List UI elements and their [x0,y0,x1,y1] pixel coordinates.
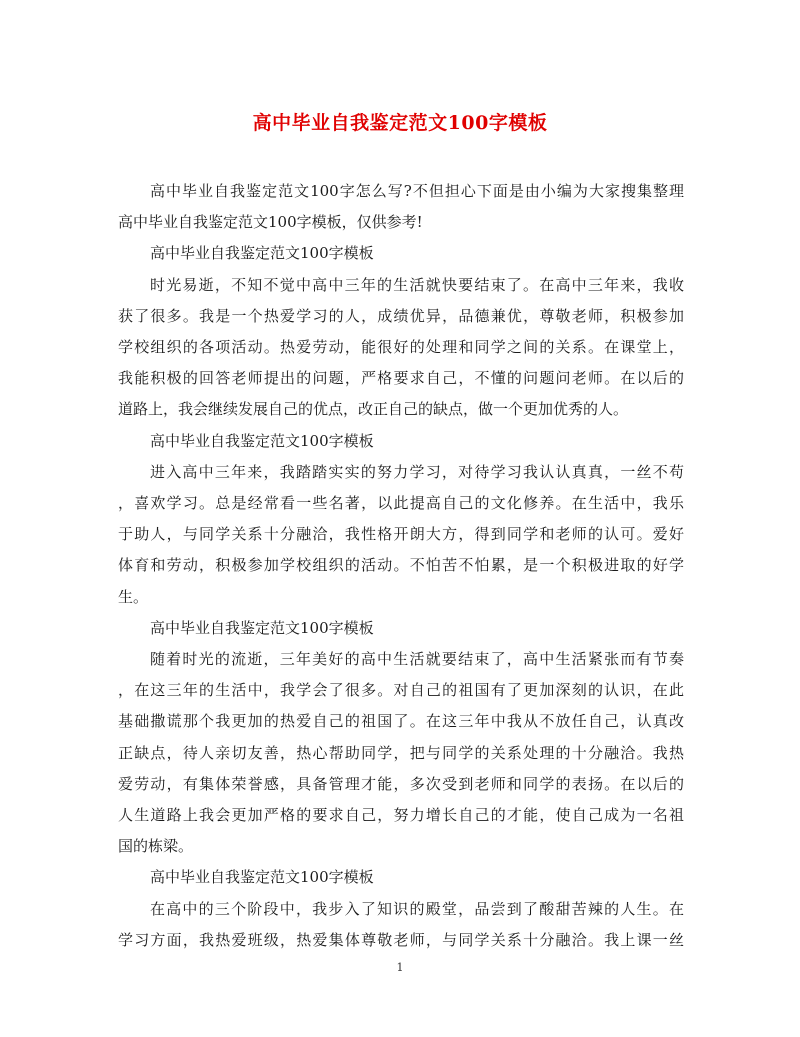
paragraph-line: 正缺点，待人亲切友善，热心帮助同学，把与同学的关系处理的十分融洽。我热 [118,743,684,762]
paragraph-line: 我能积极的回答老师提出的问题，严格要求自己，不懂的问题问老师。在以后的 [118,369,684,388]
paragraph-line: 基础撒谎那个我更加的热爱自己的祖国了。在这三年中我从不放任自己，认真改 [118,712,684,731]
paragraph-line: 爱劳动，有集体荣誉感，具备管理才能，多次受到老师和同学的表扬。在以后的 [118,774,684,793]
paragraph-line: 学校组织的各项活动。热爱劳动，能很好的处理和同学之间的关系。在课堂上， [118,338,684,357]
intro-line: 高中毕业自我鉴定范文100字怎么写?不但担心下面是由小编为大家搜集整理 [150,182,684,200]
paragraph-line: 于助人，与同学关系十分融洽，我性格开朗大方，得到同学和老师的认可。爱好 [118,525,684,544]
section-heading: 高中毕业自我鉴定范文100字模板 [150,868,374,887]
paragraph-line: 国的栋梁。 [118,837,194,856]
paragraph-line: ，在这三年的生活中，我学会了很多。对自己的祖国有了更加深刻的认识，在此 [118,681,684,700]
paragraph-line: 学习方面，我热爱班级，热爱集体尊敬老师，与同学关系十分融洽。我上课一丝 [118,930,684,949]
paragraph-line: 人生道路上我会更加严格的要求自己，努力增长自己的才能，使自己成为一名祖 [118,806,684,825]
paragraph-line: 时光易逝，不知不觉中高中三年的生活就快要结束了。在高中三年来，我收 [150,275,684,294]
paragraph-line: 生。 [118,587,149,606]
paragraph-line: 体育和劳动，积极参加学校组织的活动。不怕苦不怕累，是一个积极进取的好学 [118,556,684,575]
section-heading: 高中毕业自我鉴定范文100字模板 [150,244,374,263]
paragraph-line: 在高中的三个阶段中，我步入了知识的殿堂，品尝到了酸甜苦辣的人生。在 [150,899,684,918]
intro-line: 高中毕业自我鉴定范文100字模板，仅供参考! [118,213,423,232]
page-number: 1 [396,961,404,974]
section-heading: 高中毕业自我鉴定范文100字模板 [150,618,374,637]
paragraph-line: 获了很多。我是一个热爱学习的人，成绩优异，品德兼优，尊敬老师，积极参加 [118,306,684,325]
paragraph-line: 道路上，我会继续发展自己的优点，改正自己的缺点，做一个更加优秀的人。 [118,400,629,419]
paragraph-line: 进入高中三年来，我踏踏实实的努力学习，对待学习我认认真真，一丝不苟 [150,462,684,481]
document-body [118,176,684,956]
paragraph-line: ，喜欢学习。总是经常看一些名著，以此提高自己的文化修养。在生活中，我乐 [118,494,684,513]
document-title: 高中毕业自我鉴定范文100字模板 [252,112,548,134]
section-heading: 高中毕业自我鉴定范文100字模板 [150,431,374,450]
paragraph-line: 随着时光的流逝，三年美好的高中生活就要结束了，高中生活紧张而有节奏 [150,650,684,669]
